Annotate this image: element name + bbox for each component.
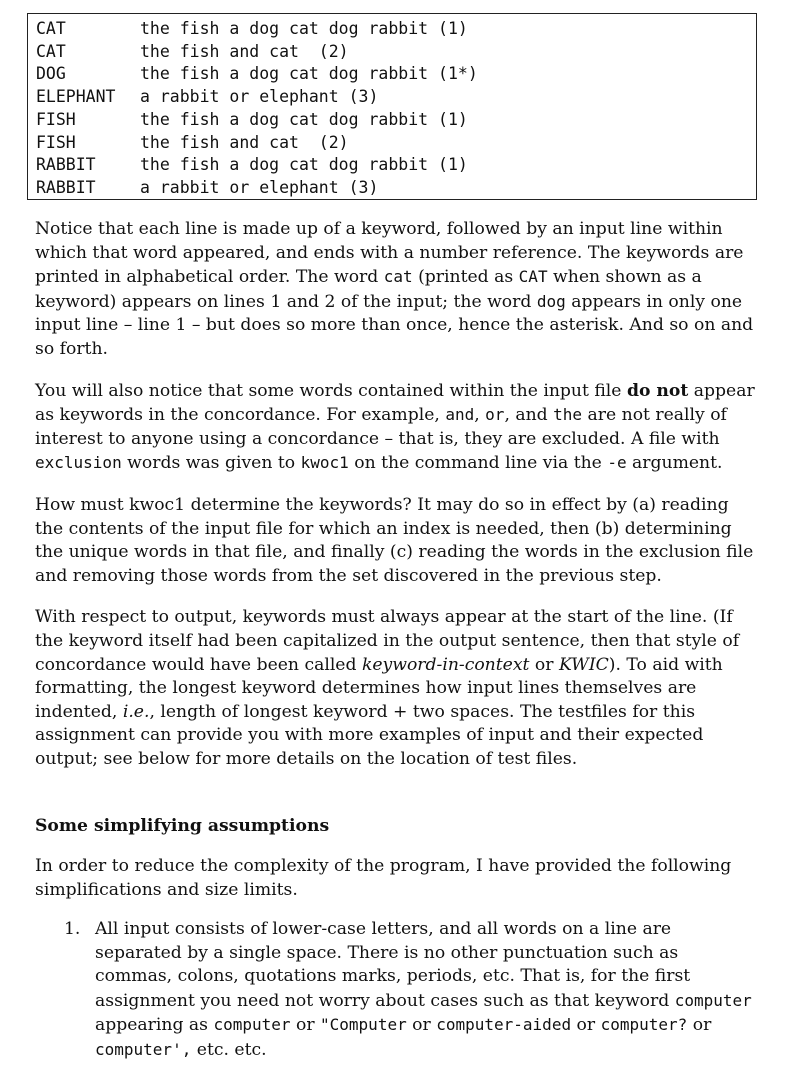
concordance-keyword: FISH [36, 132, 76, 152]
concordance-example-box [27, 13, 757, 200]
concordance-keyword: DOG [36, 64, 66, 84]
concordance-row [36, 63, 756, 86]
concordance-keyword: RABBIT [36, 177, 96, 197]
concordance-keyword: ELEPHANT [36, 87, 116, 107]
paragraph-3: How must kwoc1 determine the keywords? It may do so in effect by (a) reading the contents of the input file for which an index is needed, then (b) determining the unique words in that file, and finally (c) reading the words in the exclusion file and removing those words from the set discovered in the previous step. [35, 494, 754, 586]
concordance-row [36, 132, 756, 155]
concordance-context: the fish a dog cat dog rabbit (1*) [140, 64, 478, 84]
concordance-row [36, 18, 756, 41]
concordance-context: the fish a dog cat dog rabbit (1) [140, 19, 468, 38]
concordance-context: the fish and cat (2) [140, 41, 349, 61]
concordance-keyword: RABBIT [36, 155, 96, 175]
concordance-context: the fish and cat (2) [140, 132, 349, 152]
concordance-row [36, 154, 756, 177]
concordance-row [36, 86, 756, 109]
concordance-keyword: CAT [36, 19, 66, 38]
paragraph-1: Notice that each line is made up of a keyword, followed by an input line within which that word appeared, and ends with a number reference. The keywords are printed in alphabetical order. The word cat (printed as CAT when shown as a keyword) appears on lines 1 and 2 of the input; the word dog appears in only one input line – line 1 – but does so more than once, hence the asterisk. And so on and so forth. [35, 219, 754, 359]
body-text [35, 218, 755, 771]
concordance-context: a rabbit or elephant (3) [140, 177, 379, 197]
paragraph-2: You will also notice that some words contained within the input file do not appear as keywords in the concordance. For example, and, or, and the are not really of interest to anyone using a concordance – that is, they are excluded. A file with exclusion words was given to kwoc1 on the command line via the -e argument. [35, 380, 755, 474]
concordance-keyword: CAT [36, 41, 66, 61]
assumptions-list [64, 918, 754, 1063]
paragraph-4: With respect to output, keywords must always appear at the start of the line. (If the keyword itself had been capitalized in the output sentence, then that style of concordance would have been called keyword-in-context or KWIC). To aid with formatting, the longest keyword determines how input lines themselves are indented, i.e., length of longest keyword + two spaces. The testfiles for this assignment can provide you with more examples of input and their expected output; see below for more details on the location of test files. [35, 607, 740, 769]
intro-paragraph: In order to reduce the complexity of the program, I have provided the following simplifications and size limits. [35, 856, 732, 900]
concordance-row [36, 41, 756, 64]
concordance-row [36, 109, 756, 132]
list-item [64, 918, 754, 1063]
section-heading: Some simplifying assumptions [35, 816, 330, 836]
concordance-context: the fish a dog cat dog rabbit (1) [140, 155, 468, 175]
concordance-context: the fish a dog cat dog rabbit (1) [140, 109, 468, 129]
list-text: All input consists of lower-case letters, and all words on a line are separated by a single space. There is no other punctuation such as commas, colons, quotations marks, periods, etc. That is, for the first assignment you need not worry about cases such as that keyword computer appearing as computer or "Computer or computer-aided or computer? or computer', etc. etc. [95, 919, 752, 1060]
concordance-keyword: FISH [36, 109, 76, 129]
concordance-context: a rabbit or elephant (3) [140, 87, 379, 107]
concordance-row [36, 177, 756, 200]
list-number: 1. [64, 919, 81, 939]
